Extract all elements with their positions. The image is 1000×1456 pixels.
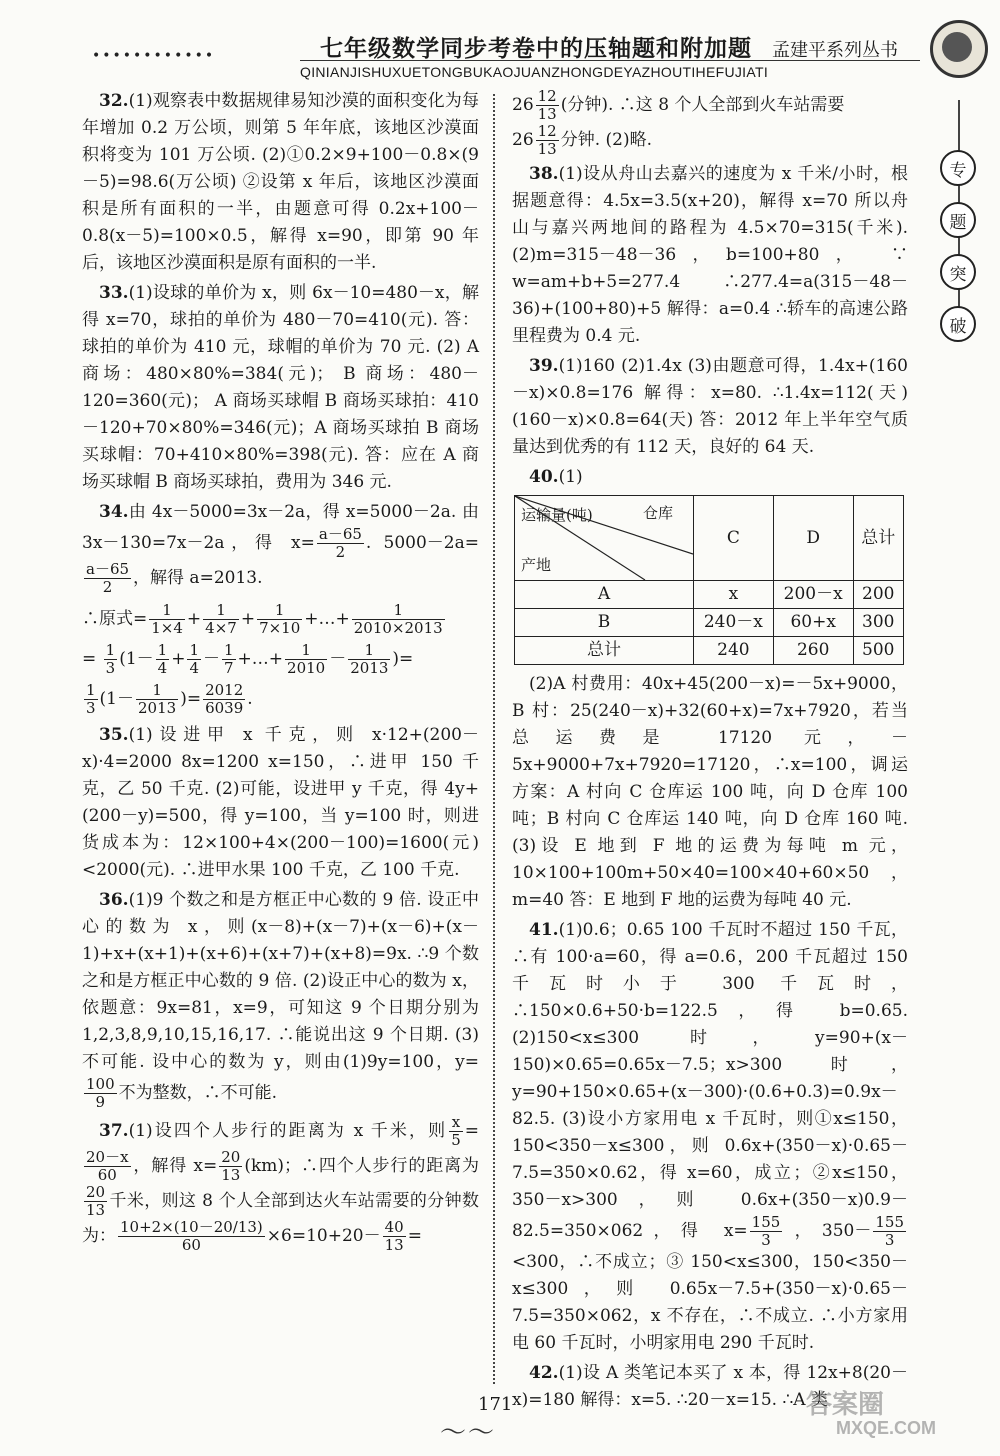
right-column bbox=[512, 88, 908, 1417]
answer-text: (1)观察表中数据规律易知沙漠的面积变化为每年增加 0.2 万公顷，则第 5 年年底，该地区沙漠面积将变为 101 万公顷. (2)①0.2×9+100－0.8×(9－5)=98.6(万公顷) ②设第 x 年后，该地区沙漠面积是所有面积的一半，由题意可得 0.2x+100－0.8(x－5)=100×0.5，解得 x=90，即第 90 年后，该地区沙漠面积是原有面积的一半. bbox=[82, 91, 479, 273]
question-number: 35. bbox=[99, 725, 129, 745]
question-number: 42. bbox=[529, 1363, 559, 1383]
book-title: 七年级数学同步考卷中的压轴题和附加题 bbox=[320, 35, 752, 62]
answer-34 bbox=[82, 499, 479, 596]
answer-text: (1)设球的单价为 x，则 6x－10=480－x，解得 x=70，球拍的单价为 480－70=410(元). 答：球拍的单价为 410 元，球帽的单价为 70 元. (2) A 商场：480×80%=384(元)； B 商场：480－120=360(元)； A 商场买球帽 B 商场买球拍：410－120+70×80%=346(元)；A 商场买球拍 B 商场买球帽：70+410×80%=398(元). 答：应在 A 商场买球帽 B 商场买球拍，费用为 346 元. bbox=[82, 283, 479, 492]
series-logo-icon bbox=[930, 20, 988, 78]
table-row: B 240－x 60+x 300 bbox=[515, 609, 904, 637]
answer-37-continued: 26 $\frac{12}{13}$ (分钟). ∴这 8 个人全部到火车站需要 26 $\frac{12}{13}$ 分钟. (2)略. bbox=[512, 87, 845, 158]
question-number: 32. bbox=[99, 91, 129, 111]
left-column bbox=[82, 88, 479, 1257]
answer-text: (1)9 个数之和是方框正中心数的 9 倍. 设正中心的数为 x，则(x－8)+(x－7)+(x－6)+(x－1)+x+(x+1)+(x+6)+(x+7)+(x+8)=9x. ∴9 个数之和是方框正中心数的 9 倍. (2)设正中心的数为 x，依题意：9x=81，x=9，可知这 9 个日期分别为 1,2,3,8,9,10,15,16,17. ∴能说出这 9 个日期. (3)不可能. 设中心的数为 y，则由(1)9y=100，y= bbox=[82, 890, 479, 1072]
answer-38 bbox=[512, 161, 908, 350]
table-header: D bbox=[773, 496, 853, 581]
answer-34-expression: ∴原式= $\frac{1}{1\times 4}$ + $\frac{1}{4\times 7}$ + $\frac{1}{7\times 10}$ +…+ $\frac{1}{2010\times 2013}$ = $\frac{1}{3}$ (1－ $\frac{1}{4}$ + $\frac{1}{4}$ － $\frac{1}{7}$ +…+ $\frac{1}{2010}$ － $\frac{1}{2013}$ )= $\frac{1}{3}$ (1－ $\frac{1}{2013}$ )= $\frac{2012}{6039}$ . bbox=[82, 601, 443, 717]
side-tags bbox=[940, 150, 980, 358]
page-header bbox=[0, 0, 1000, 90]
answer-39 bbox=[512, 353, 908, 461]
fraction: $\frac{100}{9}$ bbox=[86, 1075, 115, 1111]
question-number: 41. bbox=[529, 920, 559, 940]
answer-text: (1)160 (2)1.4x (3)由题意可得，1.4x+(160－x)×0.8=176 解得：x=80. ∴1.4x=112(天) (160－x)×0.8=64(天) 答：2012 年上半年空气质量达到优秀的有 112 天，良好的 64 天. bbox=[512, 356, 908, 457]
question-number: 40. bbox=[529, 467, 559, 487]
page-ornament-icon: 〜〜 bbox=[440, 1418, 497, 1448]
answer-text: (2)A 村费用：40x+45(200－x)=－5x+9000，B 村：25(240－x)+32(60+x)=7x+7920，若当总运费是 17120 元，－5x+9000+7x+7920=17120，∴x=100，调运方案：A 村向 C 仓库运 100 吨，向 D 仓库 100 吨；B 村向 C 仓库运 140 吨，向 D 仓库 160 吨. (3)设 E 地到 F 地的运费为每吨 m 元，10×100+100m+50×40=100×40+60×50，m=40 答：E 地到 F 地的运费为每吨 40 元. bbox=[512, 674, 908, 910]
table-header: 总计 bbox=[853, 496, 903, 581]
question-number: 38. bbox=[529, 164, 559, 184]
answer-37: 37.(1)设四个人步行的距离为 x 千米，则 $\frac{x}{5}$ = $\frac{20-x}{60}$ ，解得 x= $\frac{20}{13}$ (km)；∴四个人步行的距离为 $\frac{20}{13}$ 千米，则这 8 个人全部到达火车站需要的分钟数为： $\frac{10+2\times(10-20/13)}{60}$ ×6=10+20－ $\frac{40}{13}$ = bbox=[82, 1113, 479, 1254]
side-tag: 突 bbox=[940, 254, 976, 290]
answer-text: (1)设 A 类笔记本买了 x 本，得 12x+8(20－x)=180 解得：x=5. ∴20－x=15. ∴A 类 bbox=[512, 1363, 908, 1410]
answer-35 bbox=[82, 722, 479, 884]
question-number: 37. bbox=[99, 1121, 129, 1141]
side-tag: 题 bbox=[940, 202, 976, 238]
book-title-pinyin: QINIANJISHUXUETONGBUKAOJUANZHONGDEYAZHOUTIHEFUJIATI bbox=[300, 64, 769, 80]
answer-40-continued bbox=[512, 671, 908, 914]
table-row: 总计 240 260 500 bbox=[515, 637, 904, 665]
answer-text: . 5000－2a= bbox=[365, 533, 479, 553]
question-number: 33. bbox=[99, 283, 129, 303]
answer-33 bbox=[82, 280, 479, 496]
header-rule bbox=[300, 60, 920, 61]
answer-36 bbox=[82, 887, 479, 1111]
corner-label-quantity: 运输量(吨) bbox=[521, 506, 593, 524]
fraction: $\frac{a-65}{2}$ bbox=[318, 525, 362, 561]
answer-text: (1)设进甲 x 千克，则 x·12+(200－x)·4=2000 8x=1200 x=150，∴进甲 150 千克，乙 50 千克. (2)可能，设进甲 y 千克，得 4y+(200－y)=500，得 y=100，当 y=100 时，则进货成本为：12×100+4×(200－100)=1600(元)<2000(元). ∴进甲水果 100 千克，乙 100 千克. bbox=[82, 725, 479, 880]
table-row: A x 200－x 200 bbox=[515, 581, 904, 609]
answer-text: (1)设从舟山去嘉兴的速度为 x 千米/小时，根据题意得：4.5x=3.5(x+20)，解得 x=70 所以舟山与嘉兴两地间的路程为 4.5×70=315(千米). (2)m=315－48－36，b=100+80， ∵ w=am+b+5=277.4 ∴277.4=a(315－48－36)+(100+80)+5 解得：a=0.4 ∴轿车的高速公路里程费为 0.4 元. bbox=[512, 164, 908, 346]
column-divider bbox=[493, 94, 495, 1384]
page-number: 171 bbox=[478, 1394, 513, 1415]
series-name: 孟建平系列丛书 bbox=[772, 40, 898, 61]
answer-text: (1)设四个人步行的距离为 x 千米，则 bbox=[128, 1121, 448, 1141]
answer-40: 40.(1) bbox=[529, 467, 583, 487]
header-dots: •••••••••••• bbox=[92, 48, 216, 64]
fraction: $\frac{a-65}{2}$ bbox=[86, 560, 130, 596]
corner-label-origin: 产地 bbox=[521, 556, 552, 574]
answer-text: ，解得 a=2013. bbox=[133, 568, 263, 588]
answer-text: (1)0.6；0.65 100 千瓦时不超过 150 千瓦，∴有 100·a=60，得 a=0.6，200 千瓦超过 150 千瓦时小于 300 千瓦时，∴150×0.6+50·b=122.5，得 b=0.65. (2)150<x≤300 时，y=90+(x－150)×0.65=0.65x－7.5；x>300 时，y=90+150×0.65+(x－300)·(0.6+0.3)=0.9x－82.5. (3)设小方家用电 x 千瓦时，则①x≤150，150<350－x≤300，则 0.6x+(350－x)·0.65－7.5=350×0.62，得 x=60，成立；②x≤150，350－x>300，则 0.6x+(350－x)0.9－82.5=350×062，得 x= bbox=[512, 920, 908, 1241]
question-number: 34. bbox=[99, 502, 129, 522]
answer-32 bbox=[82, 88, 479, 277]
answer-41: 41.(1)0.6；0.65 100 千瓦时不超过 150 千瓦，∴有 100·a=60，得 a=0.6，200 千瓦超过 150 千瓦时小于 300 千瓦时，∴150×0.6+50·b=122.5，得 b=0.65. (2)150<x≤300 时，y=90+(x－150)×0.65=0.65x－7.5；x>300 时，y=90+150×0.65+(x－300)·(0.6+0.3)=0.9x－82.5. (3)设小方家用电 x 千瓦时，则①x≤150，150<350－x≤300，则 0.6x+(350－x)·0.65－7.5=350×0.62，得 x=60，成立；②x≤150，350－x>300，则 0.6x+(350－x)0.9－82.5=350×062，得 x= $\frac{155}{3}$ ，350－ $\frac{155}{3}$ <300，∴不成立；③ 150<x≤300，150<350－x≤300，则 0.65x－7.5+(350－x)·0.65－7.5=350×062，x 不存在，∴不成立. ∴小方家用电 60 千瓦时，小明家用电 290 千瓦时. bbox=[512, 920, 908, 1353]
side-tag: 破 bbox=[940, 306, 976, 342]
watermark-url: MXQE.COM bbox=[836, 1418, 937, 1438]
answer-text: 由 4x－5000=3x－2a，得 x=5000－2a. 由 3x－130=7x－2a，得 x= bbox=[82, 502, 479, 553]
question-number: 39. bbox=[529, 356, 559, 376]
watermark bbox=[806, 1384, 986, 1444]
answer-text: 不为整数，∴不可能. bbox=[118, 1083, 278, 1103]
side-tag: 专 bbox=[940, 150, 976, 186]
table-corner-cell bbox=[515, 496, 694, 581]
question-number: 36. bbox=[99, 890, 129, 910]
watermark-text: 答案圈 bbox=[806, 1389, 885, 1419]
corner-label-warehouse: 仓库 bbox=[643, 504, 674, 522]
transport-table bbox=[514, 495, 904, 665]
table-header: C bbox=[694, 496, 774, 581]
